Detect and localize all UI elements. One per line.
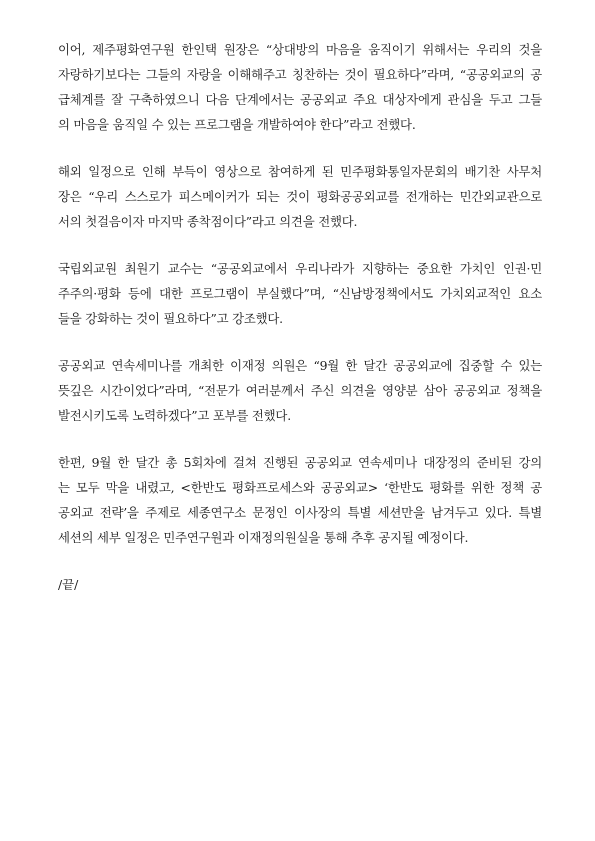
text-line: 해외 일정으로 인해 부득이 영상으로 참여하게 된 민주평화통일자문회의 배기찬 사무처 bbox=[58, 164, 542, 179]
paragraph-han-intaek bbox=[58, 37, 542, 137]
text-line: 발전시키도록 노력하겠다”고 포부를 전했다. bbox=[58, 408, 291, 423]
document-body bbox=[58, 37, 542, 597]
text-line: 국립외교원 최원기 교수는 “공공외교에서 우리나라가 지향하는 중요한 가치인 인권·민 bbox=[58, 261, 542, 276]
text-line: 장은 “우리 스스로가 피스메이커가 되는 것이 평화공공외교를 전개하는 민간외교관으로 bbox=[58, 189, 542, 204]
text-line: 들을 강화하는 것이 필요하다”고 강조했다. bbox=[58, 311, 283, 326]
text-line: 이어, 제주평화연구원 한인택 원장은 “상대방의 마음을 움직이기 위해서는 우리의 것을 bbox=[58, 42, 542, 57]
paragraph-special-session bbox=[58, 450, 542, 550]
paragraph-lee-jaejung bbox=[58, 353, 542, 428]
text-line: 한편, 9월 한 달간 총 5회차에 걸쳐 진행된 공공외교 연속세미나 대장정의 준비된 강의 bbox=[58, 455, 542, 470]
text-line: 세션의 세부 일정은 민주연구원과 이재정의원실을 통해 추후 공지될 예정이다. bbox=[58, 530, 469, 545]
paragraph-bae-kichan bbox=[58, 159, 542, 234]
text-line: 의 마음을 움직일 수 있는 프로그램을 개발하여야 한다”라고 전했다. bbox=[58, 117, 416, 132]
end-mark: /끝/ bbox=[58, 577, 79, 592]
text-line: 공공외교 연속세미나를 개최한 이재정 의원은 “9월 한 달간 공공외교에 집중할 수 있는 bbox=[58, 358, 542, 373]
text-line: 뜻깊은 시간이었다”라며, “전문가 여러분께서 주신 의견을 영양분 삼아 공공외교 정책을 bbox=[58, 383, 542, 398]
paragraph-choi-wongi bbox=[58, 256, 542, 331]
text-line: 공외교 전략’을 주제로 세종연구소 문정인 이사장의 특별 세션만을 남겨두고 있다. 특별 bbox=[58, 505, 542, 520]
text-line: 는 모두 막을 내렸고, <한반도 평화프로세스와 공공외교> ‘한반도 평화를 위한 정책 공 bbox=[58, 480, 542, 495]
text-line: 주주의·평화 등에 대한 프로그램이 부실했다”며, “신남방정책에서도 가치외교적인 요소 bbox=[58, 286, 542, 301]
text-line: 서의 첫걸음이자 마지막 종착점이다”라고 의견을 전했다. bbox=[58, 214, 358, 229]
text-line: 급체계를 잘 구축하였으니 다음 단계에서는 공공외교 주요 대상자에게 관심을 두고 그들 bbox=[58, 92, 542, 107]
text-line: 자랑하기보다는 그들의 자랑을 이해해주고 칭찬하는 것이 필요하다”라며, “공공외교의 공 bbox=[58, 67, 542, 82]
